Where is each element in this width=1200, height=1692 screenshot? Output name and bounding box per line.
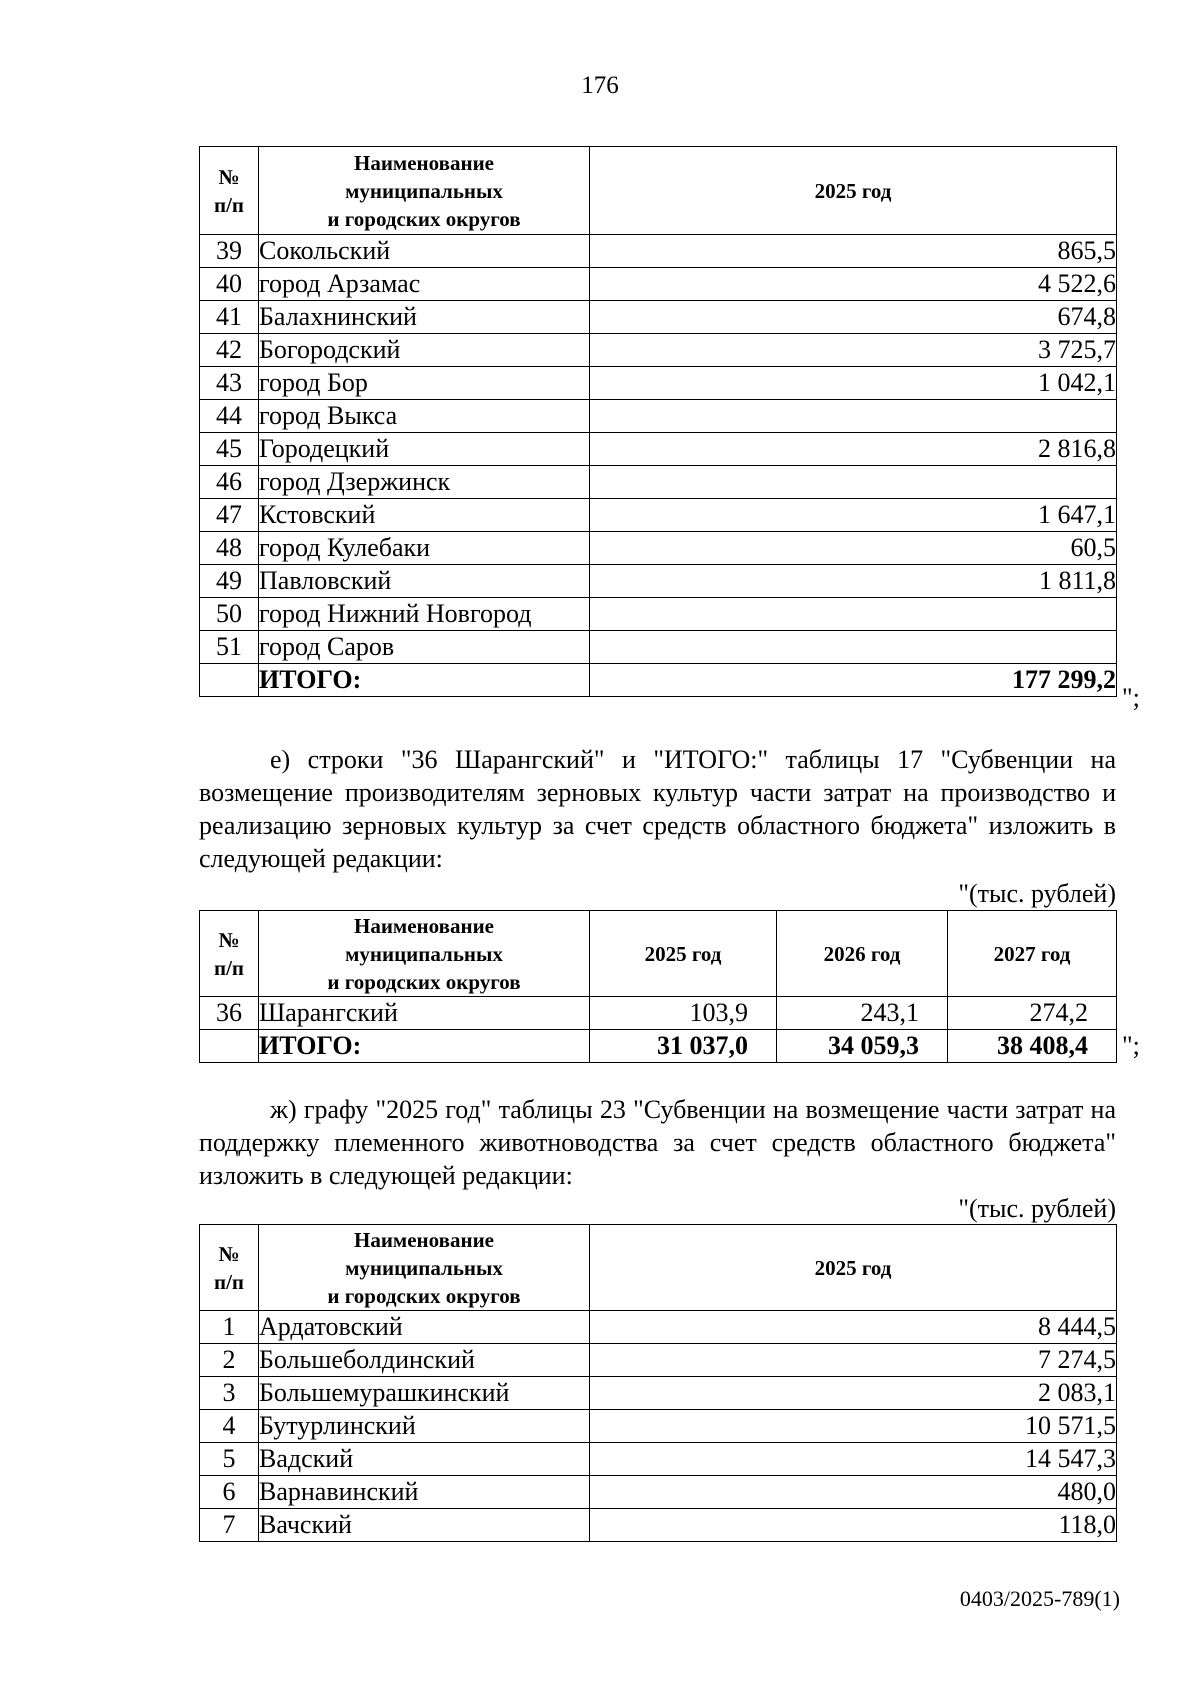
table-row (200, 1344, 1117, 1377)
header-2025: 2025 год (590, 1225, 1117, 1311)
table-grain-subsidies (199, 910, 1117, 1063)
unit-label: "(тыс. рублей) (958, 1194, 1116, 1223)
header-num: № п/п (200, 1225, 259, 1311)
total-num (200, 1030, 259, 1063)
total-value: 177 299,2 (590, 664, 1117, 697)
row-name: Балахнинский (259, 301, 590, 334)
row-value-2025: 118,0 (590, 1509, 1117, 1542)
row-value-2025: 7 274,5 (590, 1344, 1117, 1377)
row-name: Большемурашкинский (259, 1377, 590, 1410)
table-breeding-subsidies (199, 1224, 1117, 1542)
table-row (200, 466, 1117, 499)
row-value-2025: 2 083,1 (590, 1377, 1117, 1410)
row-num: 45 (200, 433, 259, 466)
total-label: ИТОГО: (259, 664, 590, 697)
header-name: Наименование муниципальных и городских округов (259, 147, 590, 235)
table-row (200, 1443, 1117, 1476)
row-num: 4 (200, 1410, 259, 1443)
row-name: город Бор (259, 367, 590, 400)
total-label: ИТОГО: (259, 1030, 590, 1063)
row-value-2025: 1 042,1 (590, 367, 1117, 400)
row-name: Павловский (259, 565, 590, 598)
table-subsidies-2025-part (199, 146, 1117, 697)
row-value-2025: 674,8 (590, 301, 1117, 334)
table-row (200, 1509, 1117, 1542)
row-name: город Нижний Новгород (259, 598, 590, 631)
row-name: Вачский (259, 1509, 590, 1542)
header-num: № п/п (200, 147, 259, 235)
row-name: город Кулебаки (259, 532, 590, 565)
row-num: 42 (200, 334, 259, 367)
table-row (200, 565, 1117, 598)
row-name: Варнавинский (259, 1476, 590, 1509)
row-value-2025: 60,5 (590, 532, 1117, 565)
table-row (200, 1476, 1117, 1509)
row-name: город Арзамас (259, 268, 590, 301)
row-num: 50 (200, 598, 259, 631)
row-num: 6 (200, 1476, 259, 1509)
row-value-2025: 3 725,7 (590, 334, 1117, 367)
row-num: 36 (200, 997, 259, 1030)
row-value-2025: 8 444,5 (590, 1311, 1117, 1344)
page-number: 176 (581, 72, 619, 99)
row-value-2027: 274,2 (948, 997, 1117, 1030)
row-num: 49 (200, 565, 259, 598)
row-value-2025: 2 816,8 (590, 433, 1117, 466)
table-row (200, 631, 1117, 664)
document-code: 0403/2025-789(1) (959, 1586, 1120, 1611)
table-row (200, 367, 1117, 400)
table-row (200, 997, 1117, 1030)
row-num: 2 (200, 1344, 259, 1377)
table-row (200, 532, 1117, 565)
total-num (200, 664, 259, 697)
header-2025: 2025 год (590, 147, 1117, 235)
row-name: Бутурлинский (259, 1410, 590, 1443)
row-name: Большеболдинский (259, 1344, 590, 1377)
table-row (200, 1311, 1117, 1344)
header-name: Наименование муниципальных и городских округов (259, 911, 590, 997)
row-name: Городецкий (259, 433, 590, 466)
unit-label: "(тыс. рублей) (958, 879, 1116, 908)
row-value-2025 (590, 400, 1117, 433)
row-name: Кстовский (259, 499, 590, 532)
row-name: город Дзержинск (259, 466, 590, 499)
row-value-2025: 1 811,8 (590, 565, 1117, 598)
row-num: 3 (200, 1377, 259, 1410)
row-value-2025: 10 571,5 (590, 1410, 1117, 1443)
row-name: Вадский (259, 1443, 590, 1476)
total-row (200, 1030, 1117, 1063)
row-value-2025: 480,0 (590, 1476, 1117, 1509)
table-row (200, 268, 1117, 301)
row-value-2025: 1 647,1 (590, 499, 1117, 532)
total-2026: 34 059,3 (777, 1030, 948, 1063)
row-num: 47 (200, 499, 259, 532)
row-num: 41 (200, 301, 259, 334)
row-value-2025 (590, 598, 1117, 631)
row-num: 51 (200, 631, 259, 664)
paragraph-e: е) строки "36 Шарангский" и "ИТОГО:" таблицы 17 "Субвенции на возмещение производителям зерновых культур части затрат на производство и реализацию зерновых культур за счет средств областного бюджета" изложить в следующей редакции: (199, 745, 1116, 873)
row-num: 48 (200, 532, 259, 565)
row-num: 1 (200, 1311, 259, 1344)
closing-quote-mark: "; (1122, 683, 1140, 712)
row-value-2025: 4 522,6 (590, 268, 1117, 301)
row-num: 39 (200, 235, 259, 268)
row-name: Сокольский (259, 235, 590, 268)
header-2027: 2027 год (948, 911, 1117, 997)
row-name: Ардатовский (259, 1311, 590, 1344)
header-num: № п/п (200, 911, 259, 997)
row-value-2026: 243,1 (777, 997, 948, 1030)
header-2026: 2026 год (777, 911, 948, 997)
table-row (200, 301, 1117, 334)
table-row (200, 598, 1117, 631)
table-row (200, 235, 1117, 268)
row-num: 46 (200, 466, 259, 499)
total-2027: 38 408,4 (948, 1030, 1117, 1063)
row-value-2025 (590, 466, 1117, 499)
table-row (200, 334, 1117, 367)
row-value-2025 (590, 631, 1117, 664)
row-name: город Выкса (259, 400, 590, 433)
table-row (200, 1410, 1117, 1443)
table-row (200, 433, 1117, 466)
header-name: Наименование муниципальных и городских округов (259, 1225, 590, 1311)
row-name: Богородский (259, 334, 590, 367)
row-name: Шарангский (259, 997, 590, 1030)
row-num: 5 (200, 1443, 259, 1476)
row-value-2025: 865,5 (590, 235, 1117, 268)
table-row (200, 400, 1117, 433)
total-2025: 31 037,0 (590, 1030, 777, 1063)
row-num: 44 (200, 400, 259, 433)
row-num: 43 (200, 367, 259, 400)
row-num: 40 (200, 268, 259, 301)
total-row (200, 664, 1117, 697)
row-value-2025: 103,9 (590, 997, 777, 1030)
closing-quote-mark: "; (1122, 1031, 1140, 1060)
table-row (200, 499, 1117, 532)
row-num: 7 (200, 1509, 259, 1542)
table-row (200, 1377, 1117, 1410)
row-value-2025: 14 547,3 (590, 1443, 1117, 1476)
row-name: город Саров (259, 631, 590, 664)
paragraph-zh: ж) графу "2025 год" таблицы 23 "Субвенции на возмещение части затрат на поддержку племенного животноводства за счет средств областного бюджета" изложить в следующей редакции: (199, 1095, 1116, 1190)
header-2025: 2025 год (590, 911, 777, 997)
